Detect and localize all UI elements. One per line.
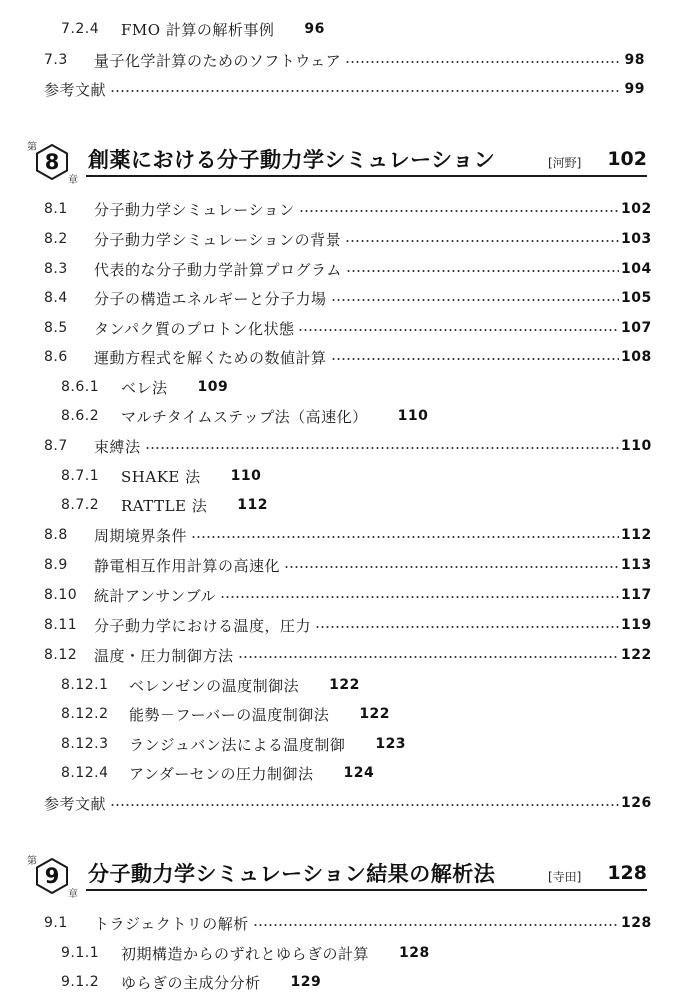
page-number: 110	[621, 438, 652, 454]
chapter-page: 102	[607, 148, 647, 170]
section-number: 7.3	[44, 52, 68, 68]
section-title: 温度・圧力制御方法	[94, 646, 234, 665]
leader-dots	[331, 299, 619, 301]
page-number: 126	[621, 795, 652, 811]
section-title: マルチタイムステップ法（高速化）	[121, 407, 368, 426]
page-number: 124	[343, 765, 375, 781]
toc-entry-8-12[interactable]	[0, 640, 697, 670]
toc-entry-8-12-3[interactable]	[0, 729, 697, 759]
page-number: 113	[621, 557, 652, 573]
section-number: 9.1	[44, 915, 68, 931]
leader-dots	[110, 90, 619, 92]
chapter-9-header[interactable]	[0, 852, 697, 900]
section-number: 7.2.4	[61, 21, 100, 37]
toc-entry-8-9[interactable]	[0, 550, 697, 580]
section-title: ベレンゼンの温度制御法	[129, 676, 300, 695]
section-title: 統計アンサンブル	[94, 586, 217, 605]
toc-entry-8-5[interactable]	[0, 313, 697, 343]
leader-dots	[253, 924, 619, 926]
section-title: 量子化学計算のためのソフトウェア	[94, 51, 342, 70]
toc-entry-9-1-1[interactable]	[0, 938, 697, 968]
section-number: 9.1.1	[61, 945, 100, 961]
section-number: 8.12	[44, 647, 78, 663]
section-title: 参考文献	[44, 794, 107, 813]
page-number: 122	[329, 677, 360, 693]
toc-entry-8-12-1[interactable]	[0, 670, 697, 700]
section-number: 8.2	[44, 231, 68, 247]
section-number: 8.1	[44, 201, 68, 217]
leader-dots	[315, 626, 619, 628]
section-title: 能勢－フーバーの温度制御法	[129, 705, 330, 724]
leader-dots	[191, 536, 619, 538]
toc-entry-8-6[interactable]	[0, 342, 697, 372]
section-title: FMO 計算の解析事例	[121, 20, 275, 39]
chapter-number: 9	[44, 864, 60, 888]
section-number: 8.12.4	[61, 765, 109, 781]
page-number: 103	[621, 231, 652, 247]
leader-dots	[145, 447, 619, 449]
chapter-number: 8	[44, 150, 60, 174]
section-number: 8.7.1	[61, 468, 100, 484]
section-title: SHAKE 法	[121, 467, 201, 486]
section-title: タンパク質のプロトン化状態	[94, 319, 295, 338]
section-title: 静電相互作用計算の高速化	[94, 556, 281, 575]
page-number: 99	[624, 81, 645, 97]
section-number: 8.7	[44, 438, 68, 454]
leader-dots	[220, 596, 619, 598]
page-number: 110	[230, 468, 262, 484]
toc-entry-8-10[interactable]	[0, 580, 697, 610]
page-number: 122	[359, 706, 391, 722]
leader-dots	[110, 804, 619, 806]
page-number: 102	[621, 201, 652, 217]
page-number: 96	[304, 21, 325, 37]
section-number: 8.3	[44, 261, 68, 277]
section-number: 8.12.1	[61, 677, 109, 693]
section-title: ベレ法	[121, 378, 168, 397]
section-number: 8.12.3	[61, 736, 109, 752]
chapter-author: [寺田]	[548, 870, 582, 884]
chapter-title: 分子動力学シミュレーション結果の解析法	[88, 862, 496, 886]
section-title: ランジュバン法による温度制御	[129, 735, 346, 754]
section-title: 代表的な分子動力学計算プログラム	[94, 260, 342, 279]
toc-entry-8-7-1[interactable]	[0, 461, 697, 491]
section-title: 分子動力学シミュレーション	[94, 200, 295, 219]
section-number: 8.7.2	[61, 497, 100, 513]
toc-entry-7-3[interactable]	[0, 45, 697, 75]
section-number: 8.8	[44, 527, 68, 543]
toc-entry-references-7[interactable]	[0, 74, 697, 104]
section-number: 8.9	[44, 557, 68, 573]
toc-entry-8-12-2[interactable]	[0, 699, 697, 729]
section-title: 分子の構造エネルギーと分子力場	[94, 289, 327, 308]
page-number: 112	[621, 527, 652, 543]
page-number: 108	[621, 349, 652, 365]
page-number: 110	[397, 408, 429, 424]
page-number: 122	[621, 647, 652, 663]
section-title: 束縛法	[94, 437, 141, 456]
toc-entry-8-2[interactable]	[0, 224, 697, 254]
toc-entry-9-1[interactable]	[0, 908, 697, 938]
toc-entry-8-6-2[interactable]	[0, 401, 697, 431]
section-title: RATTLE 法	[121, 496, 208, 515]
section-number: 8.6.2	[61, 408, 100, 424]
leader-dots	[331, 358, 619, 360]
leader-dots	[238, 656, 619, 658]
leader-dots	[299, 210, 619, 212]
section-number: 8.11	[44, 617, 78, 633]
chapter-rule	[86, 175, 647, 177]
page-number: 98	[624, 52, 645, 68]
section-number: 8.4	[44, 290, 68, 306]
section-title: アンダーセンの圧力制御法	[129, 764, 314, 783]
chapter-page: 128	[607, 862, 647, 884]
toc-entry-8-1[interactable]	[0, 194, 697, 224]
chapter-title: 創薬における分子動力学シミュレーション	[88, 148, 496, 172]
leader-dots	[298, 329, 619, 331]
section-number: 8.5	[44, 320, 68, 336]
page-number: 123	[375, 736, 407, 752]
section-title: 初期構造からのずれとゆらぎの計算	[121, 944, 370, 963]
page-number: 105	[621, 290, 652, 306]
section-title: 分子動力学における温度，圧力	[94, 616, 312, 635]
toc-entry-9-1-2[interactable]	[0, 967, 697, 997]
toc-entry-8-12-4[interactable]	[0, 758, 697, 788]
page-number: 128	[399, 945, 430, 961]
toc-entry-8-8[interactable]	[0, 520, 697, 550]
page-number: 112	[237, 497, 269, 513]
chapter-prefix: 第	[27, 142, 37, 153]
chapter-prefix: 第	[27, 856, 37, 867]
chapter-author: [河野]	[548, 156, 582, 170]
page-number: 109	[197, 379, 229, 395]
toc-entry-8-7[interactable]	[0, 431, 697, 461]
page-number: 128	[621, 915, 652, 931]
page-number: 107	[621, 320, 652, 336]
section-title: 参考文献	[44, 80, 107, 99]
toc-entry-8-6-1[interactable]	[0, 372, 697, 402]
chapter-suffix: 章	[68, 889, 78, 900]
leader-dots	[345, 240, 619, 242]
toc-entry-references-8[interactable]	[0, 788, 697, 818]
section-number: 8.10	[44, 587, 78, 603]
section-title: 周期境界条件	[94, 526, 188, 545]
section-number: 8.6.1	[61, 379, 100, 395]
section-title: 運動方程式を解くための数値計算	[94, 348, 327, 367]
toc-entry-8-11[interactable]	[0, 610, 697, 640]
leader-dots	[346, 270, 619, 272]
section-title: ゆらぎの主成分分析	[121, 973, 261, 992]
page-number: 129	[290, 974, 322, 990]
toc-entry-8-3[interactable]	[0, 254, 697, 284]
leader-dots	[284, 566, 619, 568]
section-title: 分子動力学シミュレーションの背景	[94, 230, 342, 249]
chapter-8-header[interactable]	[0, 138, 697, 186]
page-number: 117	[621, 587, 652, 603]
section-number: 9.1.2	[61, 974, 100, 990]
chapter-rule	[86, 889, 647, 891]
section-number: 8.12.2	[61, 706, 109, 722]
toc-entry-8-7-2[interactable]	[0, 490, 697, 520]
leader-dots	[345, 61, 619, 63]
section-title: トラジェクトリの解析	[94, 914, 249, 933]
page-number: 119	[621, 617, 652, 633]
section-number: 8.6	[44, 349, 68, 365]
toc-entry-8-4[interactable]	[0, 283, 697, 313]
toc-entry-7-2-4[interactable]	[0, 14, 697, 44]
page-number: 104	[621, 261, 652, 277]
chapter-suffix: 章	[68, 175, 78, 186]
